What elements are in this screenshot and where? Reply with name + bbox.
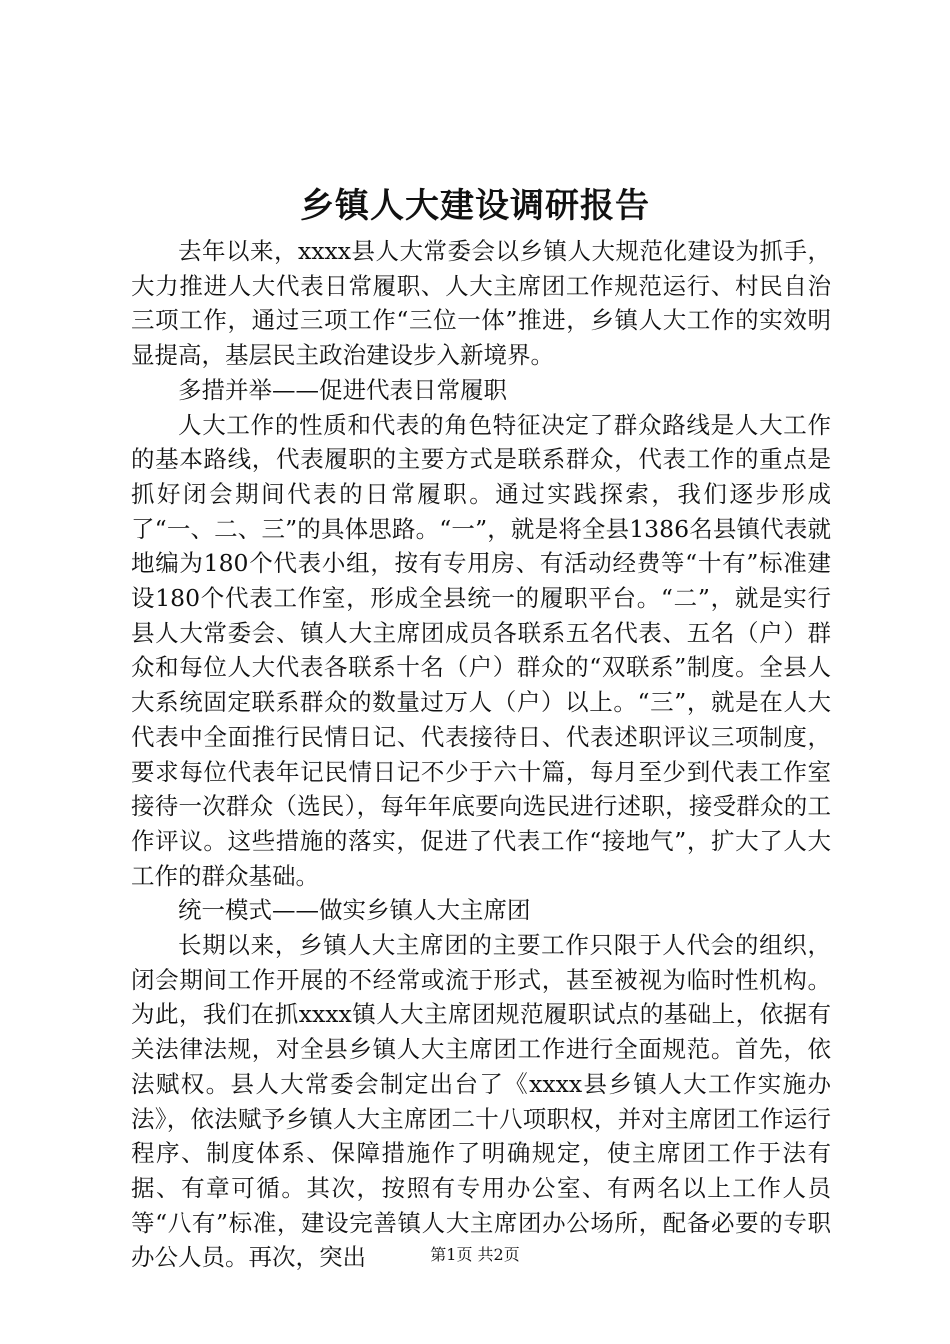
paragraph-representatives: 人大工作的性质和代表的角色特征决定了群众路线是人大工作的基本路线，代表履职的主要方式是联系群众，代表工作的重点是抓好闭会期间代表的日常履职。通过实践探索，我们逐步形成了“一、二、三”的具体思路。“一”，就是将全县1386名县镇代表就地编为180个代表小组，按有专用房、有活动经费等“十有”标准建设180个代表工作室，形成全县统一的履职平台。“二”，就是实行县人大常委会、镇人大主席团成员各联系五名代表、五名（户）群众和每位人大代表各联系十名（户）群众的“双联系”制度。全县人大系统固定联系群众的数量过万人（户）以上。“三”，就是在人大代表中全面推行民情日记、代表接待日、代表述职评议三项制度，要求每位代表年记民情日记不少于六十篇，每月至少到代表工作室接待一次群众（选民），每年年底要向选民进行述职，接受群众的工作评议。这些措施的落实，促进了代表工作“接地气”，扩大了人大工作的群众基础。	[131, 410, 831, 890]
paragraph-presidium: 长期以来，乡镇人大主席团的主要工作只限于人代会的组织，闭会期间工作开展的不经常或流于形式，甚至被视为临时性机构。为此，我们在抓xxxx镇人大主席团规范履职试点的基础上，依据有关法律法规，对全县乡镇人大主席团工作进行全面规范。首先，依法赋权。县人大常委会制定出台了《xxxx县乡镇人大工作实施办法》，依法赋予乡镇人大主席团二十八项职权，并对主席团工作运行程序、制度体系、保障措施作了明确规定，使主席团工作于法有据、有章可循。其次，按照有专用办公室、有两名以上工作人员等“八有”标准，建设完善镇人大主席团办公场所，配备必要的专职办公人员。再次，突出	[131, 931, 831, 1272]
section-heading-representatives: 多措并举——促进代表日常履职	[178, 375, 507, 404]
paragraph-intro: 去年以来，xxxx县人大常委会以乡镇人大规范化建设为抓手，大力推进人大代表日常履职、人大主席团工作规范运行、村民自治三项工作，通过三项工作“三位一体”推进，乡镇人大工作的实效明显提高，基层民主政治建设步入新境界。	[131, 237, 831, 370]
section-heading-presidium: 统一模式——做实乡镇人大主席团	[178, 896, 531, 925]
page-footer: 第1页 共2页	[430, 1245, 520, 1264]
document-title: 乡镇人大建设调研报告	[300, 186, 650, 226]
document-body	[131, 234, 831, 1275]
